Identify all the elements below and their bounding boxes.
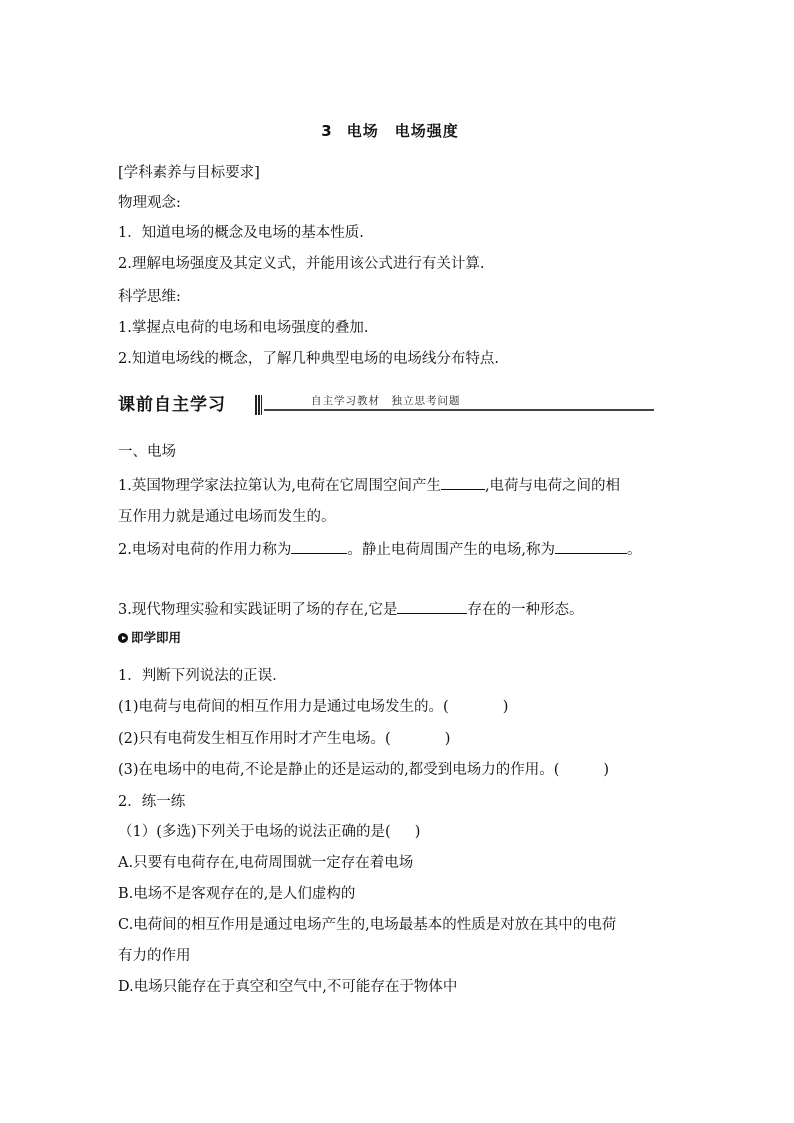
q2-stem-close: )	[414, 824, 421, 840]
q1-1-text: (1)电荷与电荷间的相互作用力是通过电场发生的。(	[118, 699, 449, 715]
page-title	[0, 120, 794, 141]
q2-stem-text: （1）(多选)下列关于电场的说法正确的是(	[118, 824, 391, 840]
section-heading-electric-field: 一、电场	[118, 444, 176, 460]
practice-badge	[118, 628, 181, 648]
fill-blank-3[interactable]	[555, 538, 627, 554]
paragraph-2	[118, 538, 641, 560]
thinking-item-1: 1.掌握点电荷的电场和电场强度的叠加.	[118, 320, 369, 336]
banner-rule	[264, 409, 654, 411]
option-c-cont: 有力的作用	[118, 948, 191, 964]
physics-concept-heading: 物理观念:	[118, 195, 181, 211]
concept-item-2: 2.理解电场强度及其定义式，并能用该公式进行有关计算.	[118, 256, 485, 272]
option-a: A.只要有电荷存在,电荷周围就一定存在着电场	[118, 855, 414, 871]
fill-blank-2[interactable]	[291, 538, 347, 554]
title-text: 电场 电场强度	[346, 122, 459, 140]
p2-text-b: 。静止电荷周围产生的电场,称为	[347, 542, 555, 558]
banner-divider	[255, 395, 262, 415]
q1-2-text: (2)只有电荷发生相互作用时才产生电场。(	[118, 731, 391, 747]
title-number: 3	[321, 122, 333, 140]
question-1-heading: 1．判断下列说法的正误．	[118, 668, 287, 684]
question-1-3	[118, 760, 609, 780]
concept-item-1: 1．知道电场的概念及电场的基本性质.	[118, 225, 364, 241]
fill-blank-1[interactable]	[441, 474, 485, 490]
paragraph-1	[118, 474, 620, 496]
question-1-1	[118, 697, 508, 717]
question-2-stem	[118, 822, 420, 842]
thinking-item-2: 2.知道电场线的概念，了解几种典型电场的电场线分布特点.	[118, 351, 499, 367]
p1-text-b: ,电荷与电荷之间的相	[484, 478, 621, 494]
q1-3-close: )	[603, 762, 610, 778]
p1-text-a: 1.英国物理学家法拉第认为,电荷在它周围空间产生	[118, 478, 441, 494]
goals-header: [学科素养与目标要求]	[118, 165, 260, 181]
p3-text-a: 3.现代物理实验和实践证明了场的存在,它是	[118, 602, 398, 618]
q1-1-close: )	[502, 699, 509, 715]
section-banner	[118, 393, 654, 417]
option-c: C.电荷间的相互作用是通过电场产生的,电场最基本的性质是对放在其中的电荷	[118, 917, 617, 933]
banner-label: 课前自主学习	[118, 395, 226, 415]
p2-text-a: 2.电场对电荷的作用力称为	[118, 542, 292, 558]
banner-subtitle: 自主学习教材 独立思考问题	[311, 395, 461, 407]
practice-badge-label: 即学即用	[131, 630, 182, 645]
p2-text-c: 。	[626, 542, 642, 558]
q1-3-text: (3)在电场中的电荷,不论是静止的还是运动的,都受到电场力的作用。(	[118, 762, 560, 778]
paragraph-3	[118, 598, 583, 620]
option-d: D.电场只能存在于真空和空气中,不可能存在于物体中	[118, 979, 458, 995]
question-1-2	[118, 729, 450, 749]
option-b: B.电场不是客观存在的,是人们虚构的	[118, 886, 356, 902]
question-2-heading: 2．练一练	[118, 794, 186, 810]
p3-text-b: 存在的一种形态。	[467, 602, 584, 618]
science-thinking-heading: 科学思维:	[118, 289, 181, 305]
play-circle-icon	[118, 633, 128, 643]
fill-blank-4[interactable]	[397, 598, 467, 614]
paragraph-1-cont: 互作用力就是通过电场而发生的。	[118, 509, 336, 525]
q1-2-close: )	[444, 731, 451, 747]
